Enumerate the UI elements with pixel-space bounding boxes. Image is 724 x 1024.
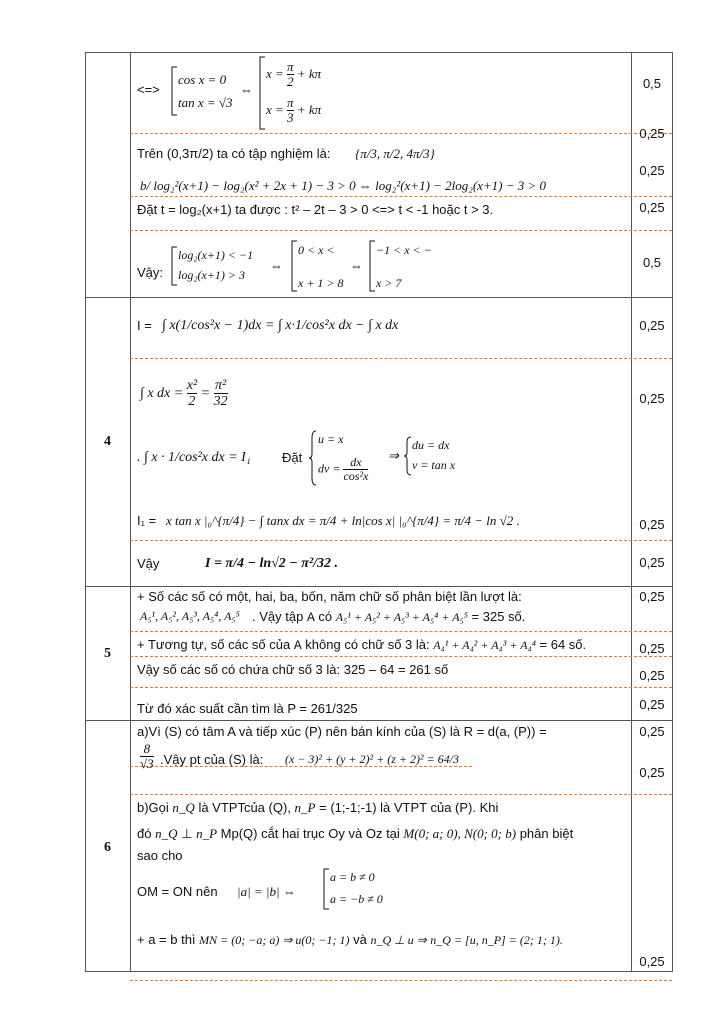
table-right-border: [672, 52, 673, 972]
brace: [404, 436, 412, 476]
integral-I1: . ∫ x · 1/cos²x dx = I₁: [137, 450, 251, 465]
iff-symbol: ⇔: [270, 258, 283, 273]
eq-cos-zero: cos x = 0: [178, 72, 227, 87]
log-ineq-1: log₂(x+1) < −1: [178, 248, 254, 262]
section-divider: [85, 720, 673, 721]
normal-vector-text: b)Gọi n_Q là VTPTcủa (Q), n_P = (1;-1;-1) là VTPT của (P). Khi: [137, 800, 499, 815]
final-label: Vậy: [137, 556, 160, 571]
row-divider: [130, 656, 672, 657]
table-col-divider: [130, 52, 131, 972]
row-divider: [130, 133, 672, 134]
score: 0,25: [639, 589, 665, 604]
final-I-value: I = π/4 − ln√2 − π²/32 .: [205, 556, 339, 571]
log-inequality: b/ log₂²(x+1) − log₂(x² + 2x + 1) − 3 > 0 ⇔ log₂²(x+1) − 2log₂(x+1) − 3 > 0: [140, 178, 547, 193]
solution-pi-half: x = $\frac{\pi}{2}$ + kπ: [266, 59, 322, 90]
score: 0,25: [639, 318, 665, 333]
score: 0,5: [642, 76, 662, 91]
case-a-eq-neg-b: a = −b ≠ 0: [330, 892, 383, 906]
bracket-left: [290, 240, 298, 292]
page-bottom-rule: [130, 980, 672, 981]
v-equals: v = tan x: [412, 458, 456, 472]
I1-label: I₁ =: [137, 513, 157, 528]
final-x-gt-7: x > 7: [376, 276, 402, 290]
score: 0,25: [639, 668, 665, 683]
section-divider: [85, 586, 673, 587]
section-number-5: 5: [104, 646, 111, 661]
arrangement-list: A₅¹, A₅², A₅³, A₅⁴, A₅⁵: [140, 609, 240, 623]
bracket-left: [368, 240, 376, 292]
solution-set: {π/3, π/2, 4π/3}: [355, 146, 435, 161]
case-a-eq-b: a = b ≠ 0: [330, 870, 375, 884]
score: 0,25: [639, 765, 665, 780]
case-range: 0 < x <: [298, 243, 335, 257]
section-number-4: 4: [104, 434, 111, 449]
bracket-left: [322, 868, 330, 910]
sphere-equation: (x − 3)² + (y + 2)² + (z + 2)² = 64/3: [285, 752, 460, 766]
score: 0,25: [639, 391, 665, 406]
row-divider: [130, 230, 672, 231]
log-ineq-2: log₂(x+1) > 3: [178, 268, 246, 282]
score: 0,25: [639, 200, 665, 215]
score: 0,25: [639, 697, 665, 712]
bracket-left: [170, 246, 178, 286]
table-left-border: [85, 52, 86, 972]
row-divider: [130, 196, 672, 197]
brace: [309, 430, 317, 486]
score: 0,5: [642, 255, 662, 270]
I1-expression: x tan x |₀^{π/4} − ∫ tanx dx = π/4 + ln|cos x| |₀^{π/4} = π/4 − ln √2 .: [166, 513, 520, 528]
iff-symbol: ⇔: [240, 82, 253, 97]
set-count-text: . Vậy tập A có A₅¹ + A₅² + A₅³ + A₅⁴ + A₅⁵ = 325 số.: [252, 609, 526, 625]
eq-tan-sqrt3: tan x = √3: [178, 95, 233, 110]
such-that: sao cho: [137, 848, 183, 863]
equivalence-prefix: <=>: [137, 82, 160, 97]
score: 0,25: [639, 555, 665, 570]
u-equals: u = x: [318, 432, 344, 446]
bracket-left: [170, 66, 178, 116]
table-top-border: [85, 52, 673, 53]
final-range: −1 < x < −: [376, 243, 432, 257]
case-x-plus-1: x + 1 > 8: [298, 276, 344, 290]
sphere-radius-text: a)Vì (S) có tâm A và tiếp xúc (P) nên bán kính của (S) là R = d(a, (P)) =: [137, 724, 547, 739]
count-intro: + Số các số có một, hai, ba, bốn, năm chữ số phân biệt lần lượt là:: [137, 589, 522, 604]
sphere-eq-label: .Vậy pt của (S) là:: [160, 752, 264, 767]
score: 0,25: [639, 641, 665, 656]
case-a-eq-b-text: + a = b thì MN = (0; −a; a) ⇒ u(0; −1; 1) và n_Q ⊥ u ⇒ n_Q = [u, n_P] = (2; 1; 1).: [137, 932, 563, 947]
substitution-text: Đặt t = log₂(x+1) ta được : t² – 2t – 3 > 0 <=> t < -1 hoặc t > 3.: [137, 202, 494, 217]
row-divider: [130, 540, 672, 541]
row-divider: [130, 358, 672, 359]
om-on-text: OM = ON nên: [137, 884, 218, 899]
integral-I-label: I =: [137, 318, 152, 333]
abs-equation: |a| = |b| ⇔: [237, 884, 296, 899]
count-with-3: Vậy số các số có chứa chữ số 3 là: 325 – 64 = 261 số: [137, 662, 449, 677]
count-no-3: + Tương tự, số các số của A không có chữ số 3 là: A₄¹ + A₄² + A₄³ + A₄⁴ = 64 số.: [137, 637, 587, 653]
bracket-right: [258, 56, 266, 130]
score: 0,25: [639, 954, 665, 969]
score-col-divider: [631, 52, 632, 972]
solution-set-text: Trên (0,3π/2) ta có tập nghiệm là:: [137, 146, 331, 161]
section-number-6: 6: [104, 840, 111, 855]
row-divider: [130, 687, 672, 688]
plane-intersect-text: đó n_Q ⊥ n_P Mp(Q) cắt hai trục Oy và Oz tại M(0; a; 0), N(0; 0; b) phân biệt: [137, 826, 574, 841]
dv-equals: dv = $\frac{dx}{\text{cos²x}}$: [318, 455, 369, 484]
integral-x-dx: ∫ x dx = $\frac{\text{x²}}{2}$ = $\frac{\text{π²}}{32}$: [140, 378, 228, 410]
implies-symbol: ⇒: [388, 448, 399, 463]
row-divider: [130, 631, 672, 632]
solution-pi-third: x = $\frac{\pi}{3}$ + kπ: [266, 95, 322, 126]
conclusion-label: Vậy:: [137, 265, 164, 280]
section-divider: [85, 297, 673, 298]
score: 0,25: [639, 163, 665, 178]
integral-I-expr: ∫ x(1/cos²x − 1)dx = ∫ x·1/cos²x dx − ∫ x dx: [162, 318, 399, 333]
iff-symbol: ⇔: [350, 258, 363, 273]
score: 0,25: [639, 724, 665, 739]
substitution-label: Đặt: [282, 450, 303, 465]
du-equals: du = dx: [412, 438, 450, 452]
probability: Từ đó xác suất cần tìm là P = 261/325: [137, 701, 358, 716]
table-bottom-border: [85, 971, 673, 972]
score: 0,25: [639, 517, 665, 532]
row-divider: [130, 794, 672, 795]
radius-fraction: $\frac{8}{√3}$: [140, 741, 154, 772]
score: 0,25: [639, 126, 665, 141]
